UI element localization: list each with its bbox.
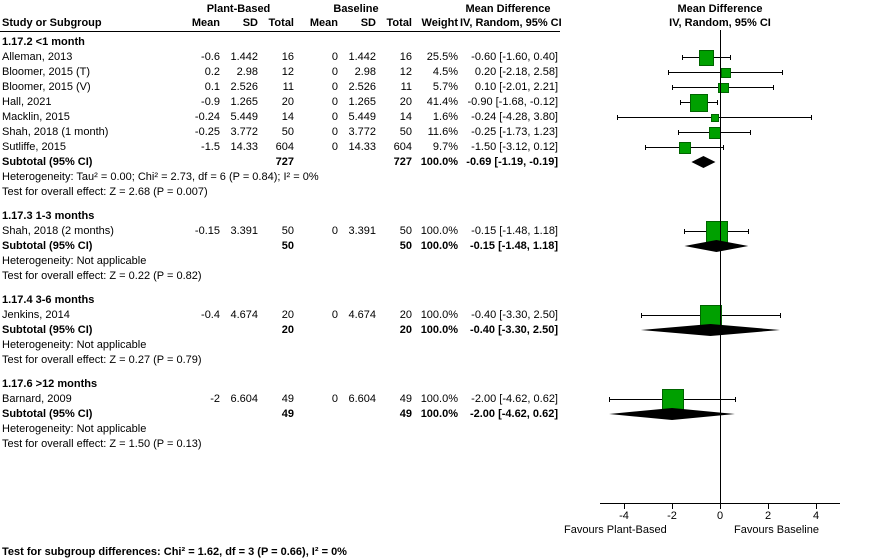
header-group-mean-difference: Mean Difference (465, 3, 551, 15)
study-mean-plant: -0.9 (201, 96, 220, 108)
study-md-ci: -0.90 [-1.68, -0.12] (467, 96, 558, 108)
study-mean-plant: -2 (210, 393, 220, 405)
header-group-baseline: Baseline (333, 3, 379, 15)
subtotal-weight: 100.0% (420, 240, 458, 252)
effect-marker (711, 114, 719, 122)
summary-diamond (560, 239, 873, 253)
ci-cap-left (672, 85, 673, 90)
study-total-plant: 604 (275, 141, 294, 153)
study-sd-plant: 4.674 (230, 309, 258, 321)
ci-cap-left (609, 397, 610, 402)
header-rule (0, 31, 560, 32)
study-sd-baseline: 1.442 (348, 51, 376, 63)
study-sd-plant: 5.449 (230, 111, 258, 123)
study-mean-plant: -0.24 (194, 111, 220, 123)
study-sd-plant: 3.772 (230, 126, 258, 138)
study-mean-baseline: 0 (331, 51, 338, 63)
overall-effect-text: Test for overall effect: Z = 2.68 (P = 0.007) (2, 186, 208, 198)
effect-marker (699, 50, 714, 65)
study-sd-baseline: 4.674 (348, 309, 376, 321)
study-md-ci: -2.00 [-4.62, 0.62] (471, 393, 558, 405)
study-total-plant: 20 (281, 96, 294, 108)
subtotal-weight: 100.0% (420, 324, 458, 336)
x-axis-tick-label: 0 (716, 510, 724, 522)
ci-cap-right (748, 229, 749, 234)
ci-cap-left (641, 313, 642, 318)
study-total-baseline: 20 (399, 96, 412, 108)
study-weight: 41.4% (426, 96, 458, 108)
subtotal-md-ci: -2.00 [-4.62, 0.62] (469, 408, 558, 420)
study-total-plant: 50 (281, 126, 294, 138)
subtotal-md-ci: -0.69 [-1.19, -0.19] (466, 156, 558, 168)
study-total-plant: 20 (281, 309, 294, 321)
study-mean-baseline: 0 (331, 126, 338, 138)
study-mean-baseline: 0 (331, 309, 338, 321)
subgroup-difference-test: Test for subgroup differences: Chi² = 1.62, df = 3 (P = 0.66), I² = 0% (2, 546, 347, 558)
header-mean-baseline: Mean (309, 17, 338, 29)
ci-cap-left (682, 55, 683, 60)
ci-cap-left (645, 145, 646, 150)
x-axis-tick (720, 504, 721, 509)
study-total-plant: 16 (281, 51, 294, 63)
subtotal-weight: 100.0% (420, 156, 458, 168)
study-mean-baseline: 0 (331, 111, 338, 123)
overall-effect-text: Test for overall effect: Z = 0.22 (P = 0.82) (2, 270, 202, 282)
ci-cap-right (717, 100, 718, 105)
axis-label-favours-right: Favours Baseline (734, 524, 819, 536)
study-sd-plant: 2.98 (236, 66, 258, 78)
ci-cap-right (782, 70, 783, 75)
ci-cap-left (668, 70, 669, 75)
study-total-baseline: 14 (399, 111, 412, 123)
ci-cap-right (750, 130, 751, 135)
study-sd-baseline: 6.604 (348, 393, 376, 405)
study-total-baseline: 50 (399, 126, 412, 138)
overall-effect-text: Test for overall effect: Z = 1.50 (P = 0.13) (2, 438, 202, 450)
summary-diamond (560, 155, 873, 169)
heterogeneity-text: Heterogeneity: Not applicable (2, 255, 147, 267)
study-name: Bloomer, 2015 (V) (2, 81, 91, 93)
forest-plot-canvas (560, 0, 873, 560)
study-sd-plant: 3.391 (230, 225, 258, 237)
study-mean-plant: -0.25 (194, 126, 220, 138)
effect-marker (679, 142, 691, 154)
study-sd-plant: 1.265 (230, 96, 258, 108)
study-name: Barnard, 2009 (2, 393, 72, 405)
study-name: Shah, 2018 (2 months) (2, 225, 114, 237)
summary-diamond (560, 323, 873, 337)
study-mean-plant: -0.6 (201, 51, 220, 63)
subtotal-label: Subtotal (95% CI) (2, 156, 93, 168)
study-md-ci: 0.20 [-2.18, 2.58] (474, 66, 558, 78)
study-total-baseline: 50 (399, 225, 412, 237)
study-total-baseline: 12 (399, 66, 412, 78)
null-effect-line (720, 30, 721, 503)
subtotal-total-plant: 20 (281, 324, 294, 336)
subtotal-total-plant: 49 (281, 408, 294, 420)
subtotal-total-baseline: 727 (393, 156, 412, 168)
study-total-baseline: 16 (399, 51, 412, 63)
study-weight: 25.5% (426, 51, 458, 63)
study-md-ci: -0.60 [-1.60, 0.40] (471, 51, 558, 63)
study-total-plant: 50 (281, 225, 294, 237)
study-mean-plant: -0.4 (201, 309, 220, 321)
study-name: Hall, 2021 (2, 96, 52, 108)
study-weight: 11.6% (427, 126, 458, 138)
study-total-plant: 12 (281, 66, 294, 78)
study-sd-baseline: 3.391 (348, 225, 376, 237)
header-md-ci-plot: IV, Random, 95% CI (669, 17, 771, 29)
effect-marker (690, 94, 708, 112)
study-name: Jenkins, 2014 (2, 309, 70, 321)
study-total-plant: 14 (281, 111, 294, 123)
study-mean-plant: -0.15 (194, 225, 220, 237)
subgroup-label-1: 1.17.3 1-3 months (2, 210, 95, 222)
study-name: Macklin, 2015 (2, 111, 70, 123)
study-md-ci: -1.50 [-3.12, 0.12] (471, 141, 558, 153)
ci-cap-right (730, 55, 731, 60)
study-sd-baseline: 1.265 (348, 96, 376, 108)
study-sd-plant: 1.442 (230, 51, 258, 63)
study-weight: 100.0% (420, 225, 458, 237)
ci-cap-left (680, 100, 681, 105)
study-mean-plant: 0.2 (204, 66, 220, 78)
study-name: Shah, 2018 (1 month) (2, 126, 109, 138)
summary-diamond (560, 407, 873, 421)
x-axis-tick-label: -4 (619, 510, 629, 522)
header-mean-plant: Mean (191, 17, 220, 29)
x-axis-tick-label: -2 (667, 510, 677, 522)
effect-marker (721, 68, 731, 78)
subtotal-total-baseline: 20 (399, 324, 412, 336)
study-md-ci: -0.24 [-4.28, 3.80] (471, 111, 558, 123)
study-sd-baseline: 2.98 (354, 66, 376, 78)
study-mean-baseline: 0 (331, 96, 338, 108)
x-axis-tick (624, 504, 625, 509)
study-name: Bloomer, 2015 (T) (2, 66, 91, 78)
study-mean-plant: 0.1 (204, 81, 220, 93)
study-total-baseline: 604 (393, 141, 412, 153)
ci-cap-right (780, 313, 781, 318)
study-name: Sutliffe, 2015 (2, 141, 67, 153)
study-md-ci: -0.25 [-1.73, 1.23] (471, 126, 558, 138)
subtotal-total-plant: 727 (275, 156, 294, 168)
study-weight: 100.0% (420, 393, 458, 405)
study-sd-baseline: 3.772 (348, 126, 376, 138)
header-sd-plant: SD (242, 17, 258, 29)
subgroup-label-2: 1.17.4 3-6 months (2, 294, 95, 306)
study-weight: 5.7% (432, 81, 458, 93)
study-sd-plant: 6.604 (230, 393, 258, 405)
subtotal-total-baseline: 50 (399, 240, 412, 252)
x-axis-tick (768, 504, 769, 509)
study-mean-baseline: 0 (331, 81, 338, 93)
study-total-baseline: 20 (399, 309, 412, 321)
header-group-plant-based: Plant-Based (206, 3, 271, 15)
ci-cap-left (678, 130, 679, 135)
header-sd-baseline: SD (360, 17, 376, 29)
header-weight: Weight (421, 17, 458, 29)
study-sd-baseline: 2.526 (348, 81, 376, 93)
subgroup-label-3: 1.17.6 >12 months (2, 378, 98, 390)
heterogeneity-text: Heterogeneity: Not applicable (2, 423, 147, 435)
study-md-ci: -0.40 [-3.30, 2.50] (471, 309, 558, 321)
subtotal-total-baseline: 49 (399, 408, 412, 420)
subtotal-weight: 100.0% (420, 408, 458, 420)
study-sd-baseline: 5.449 (348, 111, 376, 123)
study-weight: 9.7% (432, 141, 458, 153)
subtotal-label: Subtotal (95% CI) (2, 240, 93, 252)
study-mean-baseline: 0 (331, 393, 338, 405)
study-md-ci: 0.10 [-2.01, 2.21] (474, 81, 558, 93)
study-mean-plant: -1.5 (201, 141, 220, 153)
subtotal-label: Subtotal (95% CI) (2, 324, 93, 336)
subtotal-md-ci: -0.15 [-1.48, 1.18] (469, 240, 558, 252)
study-total-plant: 49 (281, 393, 294, 405)
ci-cap-right (811, 115, 812, 120)
study-mean-baseline: 0 (331, 66, 338, 78)
heterogeneity-text: Heterogeneity: Tau² = 0.00; Chi² = 2.73, df = 6 (P = 0.84); I² = 0% (2, 171, 319, 183)
axis-label-favours-left: Favours Plant-Based (564, 524, 667, 536)
ci-cap-right (735, 397, 736, 402)
study-total-baseline: 11 (400, 81, 412, 93)
ci-cap-left (617, 115, 618, 120)
study-sd-plant: 14.33 (230, 141, 258, 153)
study-sd-plant: 2.526 (230, 81, 258, 93)
study-md-ci: -0.15 [-1.48, 1.18] (471, 225, 558, 237)
x-axis-tick (672, 504, 673, 509)
x-axis-tick-label: 4 (812, 510, 820, 522)
study-name: Alleman, 2013 (2, 51, 73, 63)
subgroup-label-0: 1.17.2 <1 month (2, 36, 85, 48)
ci-cap-right (723, 145, 724, 150)
study-weight: 1.6% (432, 111, 458, 123)
study-weight: 100.0% (420, 309, 458, 321)
study-total-plant: 11 (282, 81, 294, 93)
x-axis-tick (816, 504, 817, 509)
study-mean-baseline: 0 (331, 225, 338, 237)
study-weight: 4.5% (432, 66, 458, 78)
ci-cap-left (684, 229, 685, 234)
subtotal-total-plant: 50 (281, 240, 294, 252)
header-total-baseline: Total (386, 17, 412, 29)
study-sd-baseline: 14.33 (348, 141, 376, 153)
study-total-baseline: 49 (399, 393, 412, 405)
ci-cap-right (773, 85, 774, 90)
header-md-ci: IV, Random, 95% CI (460, 17, 562, 29)
heterogeneity-text: Heterogeneity: Not applicable (2, 339, 147, 351)
header-study-or-subgroup: Study or Subgroup (2, 17, 102, 29)
overall-effect-text: Test for overall effect: Z = 0.27 (P = 0.79) (2, 354, 202, 366)
header-total-plant: Total (268, 17, 294, 29)
study-mean-baseline: 0 (331, 141, 338, 153)
x-axis-tick-label: 2 (764, 510, 772, 522)
subtotal-md-ci: -0.40 [-3.30, 2.50] (469, 324, 558, 336)
subtotal-label: Subtotal (95% CI) (2, 408, 93, 420)
header-group-mean-difference-plot: Mean Difference (677, 3, 763, 15)
